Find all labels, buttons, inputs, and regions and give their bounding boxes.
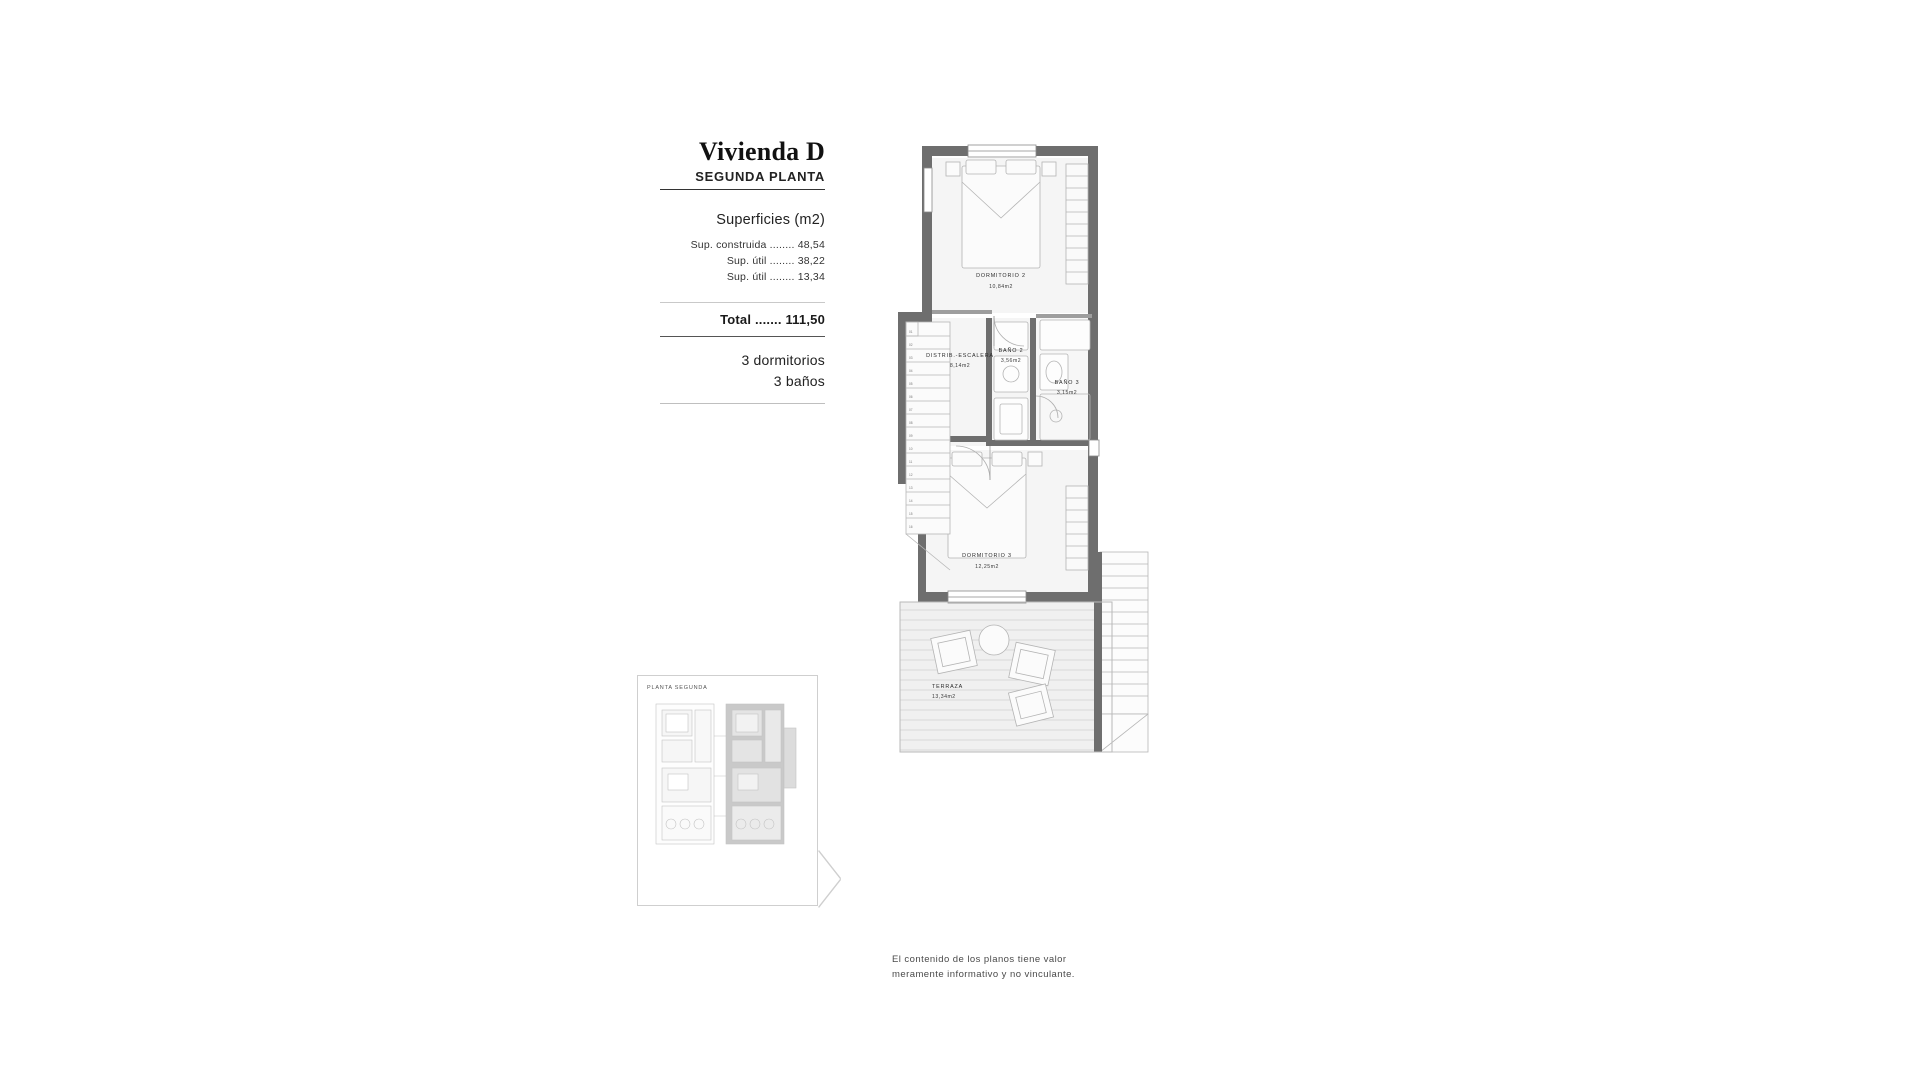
svg-text:15: 15 <box>909 512 913 516</box>
surface-row: Sup. construida ........ 48,54 <box>690 238 825 251</box>
page-title: Vivienda D <box>699 137 825 166</box>
total-surface: Total ....... 111,50 <box>660 303 825 337</box>
locator-map <box>637 675 818 906</box>
floor-plan-drawing <box>890 140 1310 920</box>
room-area-bano-2: 3,56m2 <box>1000 358 1022 364</box>
room-label-bano-3: BAÑO 3 <box>1054 380 1080 386</box>
room-area-distribuidor: 8,14m2 <box>949 363 971 369</box>
svg-text:05: 05 <box>909 382 913 386</box>
bedrooms-count: 3 dormitorios <box>741 352 825 369</box>
svg-text:12: 12 <box>909 473 913 477</box>
room-area-dormitorio-2: 10,84m2 <box>989 284 1013 290</box>
svg-text:04: 04 <box>909 369 913 373</box>
svg-text:03: 03 <box>909 356 913 360</box>
exterior-stair-wall <box>1094 552 1102 752</box>
disclaimer-line-1: El contenido de los planos tiene valor <box>892 954 1067 965</box>
svg-text:11: 11 <box>909 460 913 464</box>
svg-text:08: 08 <box>909 421 913 425</box>
svg-text:01: 01 <box>909 330 913 334</box>
svg-text:13: 13 <box>909 486 913 490</box>
locator-tab <box>818 851 840 907</box>
svg-text:10: 10 <box>909 447 913 451</box>
wardrobe-dormitorio-3 <box>1066 486 1088 570</box>
page-subtitle: SEGUNDA PLANTA <box>660 169 825 190</box>
surface-row: Sup. útil ........ 38,22 <box>726 254 825 267</box>
room-area-bano-3: 3,15m2 <box>1056 390 1078 396</box>
svg-text:07: 07 <box>909 408 913 412</box>
svg-text:16: 16 <box>909 525 913 529</box>
svg-text:14: 14 <box>909 499 913 503</box>
locator-diagram <box>638 676 819 907</box>
locator-label: PLANTA SEGUNDA <box>647 685 708 691</box>
exterior-stair <box>1100 552 1148 752</box>
bathrooms-count: 3 baños <box>773 373 825 390</box>
bathroom-2-fixtures <box>994 322 1028 440</box>
disclaimer-line-2: meramente informativo y no vinculante. <box>892 969 1075 981</box>
wardrobe-dormitorio-2 <box>1066 164 1088 284</box>
svg-text:06: 06 <box>909 395 913 399</box>
staircase <box>906 322 950 570</box>
surfaces-heading: Superficies (m2) <box>716 211 825 228</box>
rooms-summary <box>660 337 825 404</box>
room-area-terraza: 13,34m2 <box>932 694 956 700</box>
room-label-dormitorio-3: DORMITORIO 3 <box>962 553 1012 559</box>
room-label-dormitorio-2: DORMITORIO 2 <box>976 273 1026 279</box>
room-label-bano-2: BAÑO 2 <box>998 348 1024 354</box>
room-label-distribuidor: DISTRIB.-ESCALERA <box>926 353 994 359</box>
room-area-dormitorio-3: 12,25m2 <box>975 564 999 570</box>
svg-text:02: 02 <box>909 343 913 347</box>
floor-plan <box>890 140 1310 920</box>
room-label-terraza: TERRAZA <box>932 684 964 690</box>
info-panel <box>660 138 825 404</box>
svg-text:09: 09 <box>909 434 913 438</box>
bed-dormitorio-2 <box>946 160 1056 268</box>
disclaimer-text <box>892 952 1152 982</box>
surface-row: Sup. útil ........ 13,34 <box>726 271 825 284</box>
